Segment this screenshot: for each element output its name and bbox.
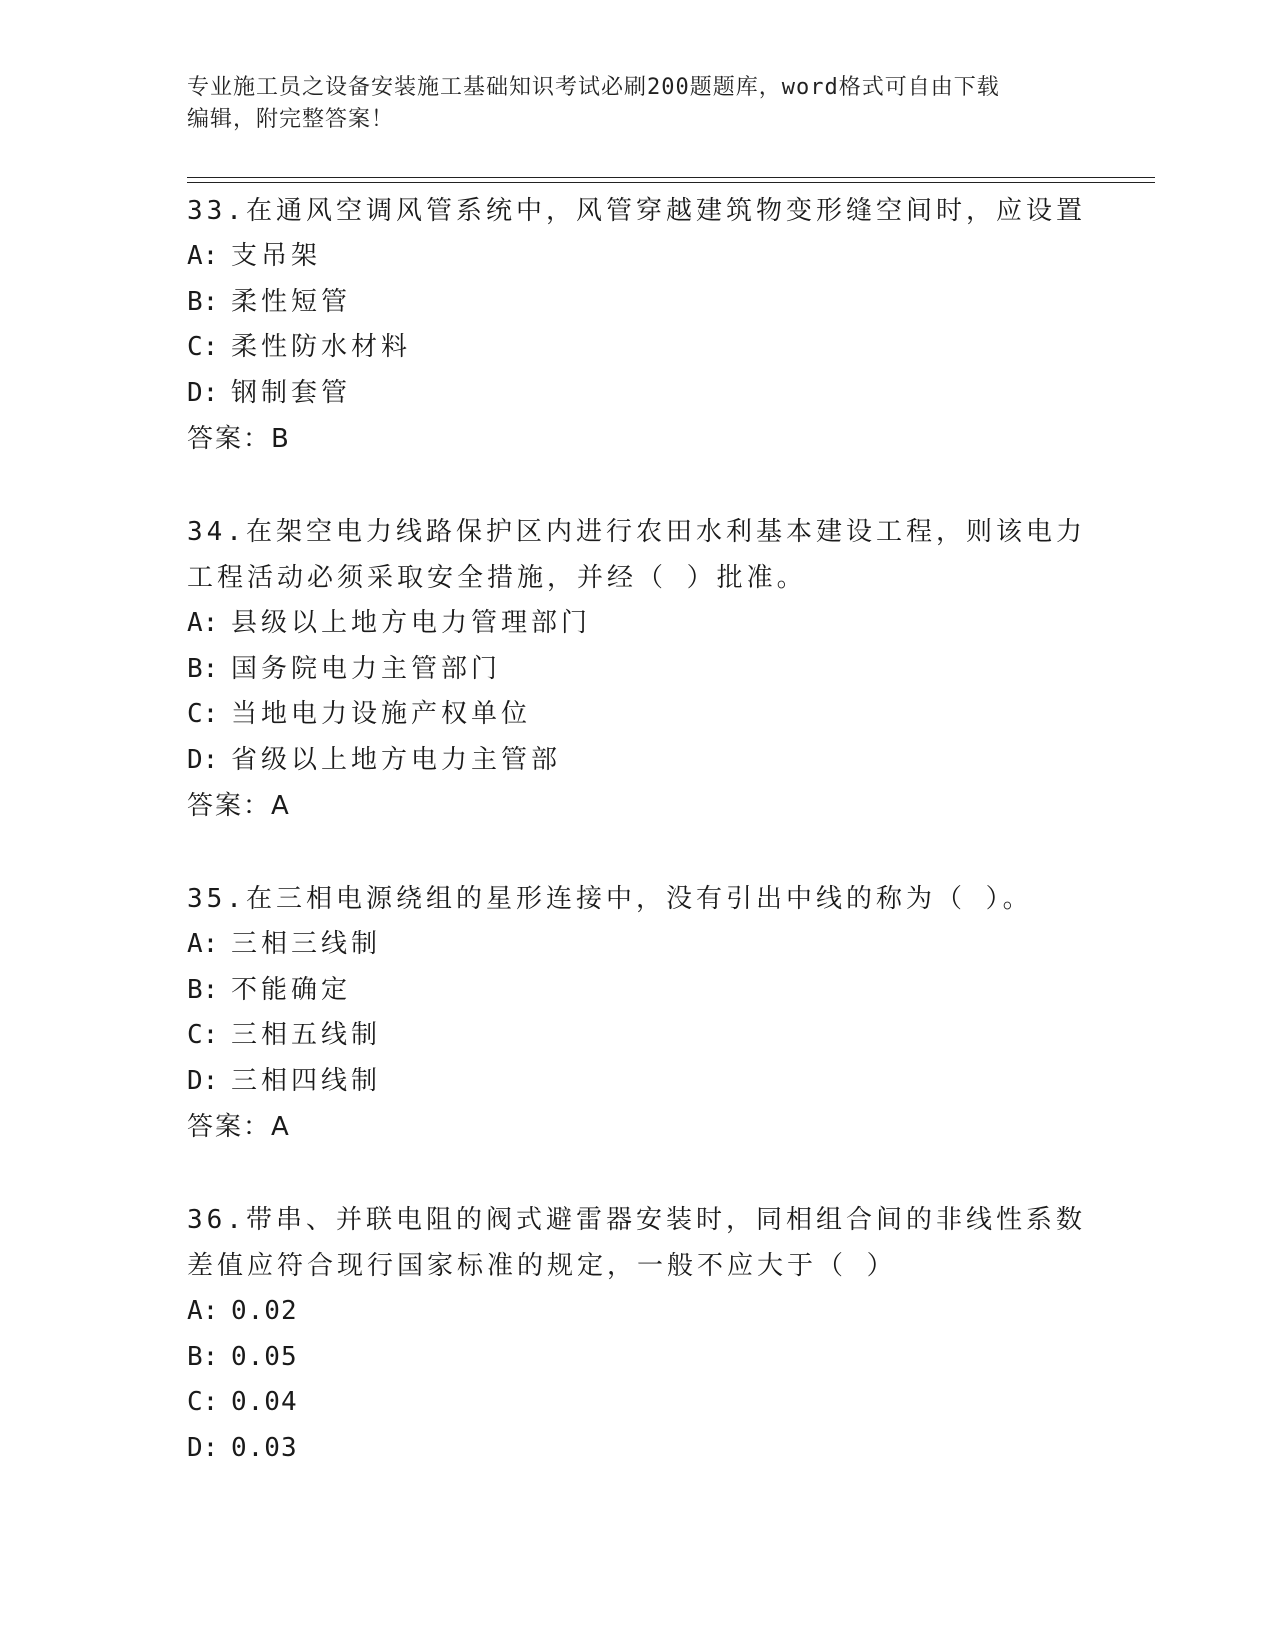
option-letter: C: (187, 332, 219, 362)
option-text: 0.03 (231, 1432, 298, 1463)
option-text: 支吊架 (231, 241, 322, 271)
option-a (187, 922, 1087, 968)
option-letter: B: (187, 974, 219, 1005)
question-text: 36.带串、并联电阻的阀式避雷器安装时，同相组合间的非线性系数差值应符合现行国家标准的规定，一般不应大于（ ） (187, 1205, 1086, 1281)
option-letter: C: (187, 1020, 219, 1050)
question-34 (187, 509, 1087, 829)
option-c (187, 1380, 1087, 1426)
question-text: 33.在通风空调风管系统中，风管穿越建筑物变形缝空间时，应设置 (187, 196, 1086, 226)
option-letter: A: (187, 608, 219, 638)
question-text: 35.在三相电源绕组的星形连接中，没有引出中线的称为（ ）。 (187, 884, 1033, 914)
option-c (187, 325, 1087, 371)
option-b (187, 968, 1087, 1014)
question-text: 34.在架空电力线路保护区内进行农田水利基本建设工程，则该电力工程活动必须采取安全措施，并经（ ）批准。 (187, 517, 1086, 593)
option-a (187, 1289, 1087, 1335)
option-letter: C: (187, 1387, 219, 1417)
option-b (187, 1335, 1087, 1381)
option-letter: C: (187, 699, 219, 729)
option-letter: A: (187, 241, 219, 271)
option-letter: D: (187, 744, 219, 775)
document-header (187, 72, 1067, 136)
option-letter: A: (187, 929, 219, 959)
option-d (187, 738, 1087, 784)
option-text: 省级以上地方电力主管部 (231, 744, 562, 775)
option-d (187, 1059, 1087, 1105)
answer-line: 答案：B (187, 424, 291, 454)
option-letter: D: (187, 377, 219, 408)
option-text: 三相三线制 (231, 929, 382, 959)
option-letter: B: (187, 286, 219, 317)
option-c (187, 1013, 1087, 1059)
option-letter: D: (187, 1432, 219, 1463)
header-rule-top (187, 177, 1155, 178)
option-text: 0.02 (231, 1296, 298, 1326)
answer-line: 答案：A (187, 1112, 291, 1142)
option-text: 三相四线制 (231, 1065, 382, 1096)
question-33 (187, 188, 1087, 462)
header-line-2: 编辑，附完整答案！ (187, 107, 395, 132)
question-36 (187, 1197, 1087, 1471)
option-text: 柔性短管 (231, 286, 352, 317)
option-text: 钢制套管 (231, 377, 352, 408)
option-text: 当地电力设施产权单位 (231, 699, 532, 729)
option-c (187, 692, 1087, 738)
option-text: 0.05 (231, 1341, 298, 1372)
option-d (187, 1426, 1087, 1472)
question-list (187, 188, 1087, 1518)
option-letter: D: (187, 1065, 219, 1096)
option-text: 0.04 (231, 1387, 298, 1417)
option-text: 不能确定 (231, 974, 352, 1005)
option-text: 国务院电力主管部门 (231, 653, 502, 684)
option-b (187, 280, 1087, 326)
option-letter: B: (187, 1341, 219, 1372)
option-text: 三相五线制 (231, 1020, 382, 1050)
option-b (187, 647, 1087, 693)
question-35 (187, 876, 1087, 1150)
option-letter: B: (187, 653, 219, 684)
option-letter: A: (187, 1296, 219, 1326)
header-rule-bottom (187, 182, 1155, 183)
option-text: 县级以上地方电力管理部门 (231, 608, 592, 638)
option-text: 柔性防水材料 (231, 332, 412, 362)
option-d (187, 371, 1087, 417)
option-a (187, 601, 1087, 647)
option-a (187, 234, 1087, 280)
header-line-1: 专业施工员之设备安装施工基础知识考试必刷200题题库，word格式可自由下载 (187, 75, 1000, 100)
answer-line: 答案：A (187, 791, 291, 821)
